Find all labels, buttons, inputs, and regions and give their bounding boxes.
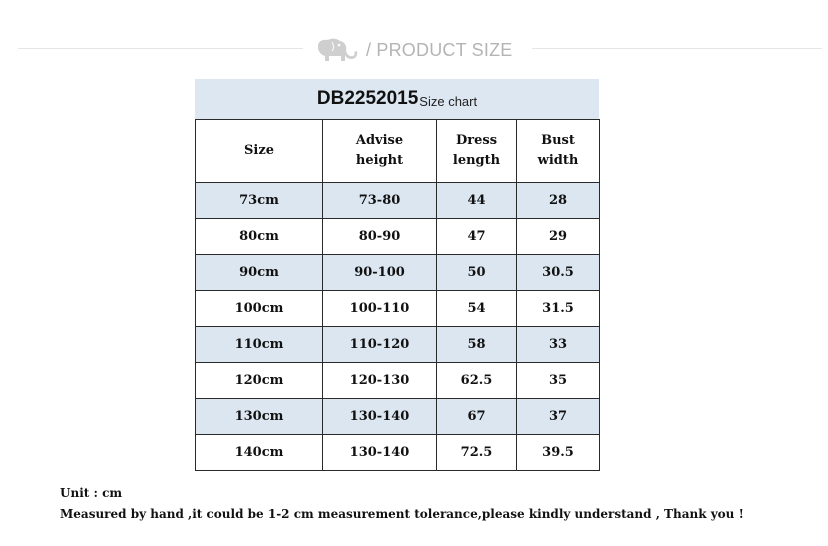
column-header-line: length (452, 153, 501, 168)
table-cell: 28 (517, 183, 600, 219)
table-row (196, 255, 600, 291)
column-header (437, 120, 517, 183)
table-cell: 130cm (196, 399, 323, 435)
table-cell: 73-80 (323, 183, 437, 219)
column-header-line: height (355, 153, 404, 168)
column-header (517, 120, 600, 183)
table-body (196, 183, 600, 471)
table-cell: 73cm (196, 183, 323, 219)
table-cell: 35 (517, 363, 600, 399)
table-cell: 80-90 (323, 219, 437, 255)
table-cell: 33 (517, 327, 600, 363)
size-chart-title-bar (195, 79, 599, 119)
column-header-line: Size (244, 143, 274, 158)
column-header-line: Bust (541, 133, 575, 148)
table-cell: 80cm (196, 219, 323, 255)
table-cell: 120-130 (323, 363, 437, 399)
table-cell: 140cm (196, 435, 323, 471)
column-header (323, 120, 437, 183)
table-row (196, 291, 600, 327)
table-cell: 110-120 (323, 327, 437, 363)
header-divider-left (18, 48, 303, 49)
column-header-line: width (537, 153, 579, 168)
column-header (196, 120, 323, 183)
table-cell: 110cm (196, 327, 323, 363)
table-cell: 67 (437, 399, 517, 435)
table-cell: 90-100 (323, 255, 437, 291)
table-cell: 90cm (196, 255, 323, 291)
column-header-line: Advise (355, 133, 404, 148)
section-header (0, 30, 828, 70)
header-label-group (312, 34, 512, 66)
table-cell: 30.5 (517, 255, 600, 291)
table-cell: 44 (437, 183, 517, 219)
table-row (196, 363, 600, 399)
size-chart (195, 79, 599, 471)
elephant-icon (312, 37, 362, 63)
table-cell: 62.5 (437, 363, 517, 399)
chart-subtitle: Size chart (419, 94, 478, 109)
unit-note: Unit : cm (60, 486, 123, 500)
table-row (196, 399, 600, 435)
column-header-line: Dress (455, 133, 498, 148)
table-cell: 100-110 (323, 291, 437, 327)
table-cell: 47 (437, 219, 517, 255)
table-cell: 130-140 (323, 399, 437, 435)
table-row (196, 327, 600, 363)
table-cell: 54 (437, 291, 517, 327)
size-table (195, 119, 600, 471)
table-cell: 39.5 (517, 435, 600, 471)
header-divider-right (532, 48, 822, 49)
table-cell: 50 (437, 255, 517, 291)
table-cell: 130-140 (323, 435, 437, 471)
table-cell: 31.5 (517, 291, 600, 327)
measurement-note: Measured by hand ,it could be 1-2 cm measurement tolerance,please kindly understand , Thank you ! (60, 507, 744, 521)
table-cell: 58 (437, 327, 517, 363)
table-row (196, 219, 600, 255)
table-row (196, 183, 600, 219)
table-cell: 100cm (196, 291, 323, 327)
table-cell: 120cm (196, 363, 323, 399)
header-title: / PRODUCT SIZE (366, 39, 513, 60)
table-cell: 29 (517, 219, 600, 255)
table-header-row (196, 120, 600, 183)
table-cell: 72.5 (437, 435, 517, 471)
product-code: DB2252015 (316, 88, 419, 109)
table-row (196, 435, 600, 471)
table-cell: 37 (517, 399, 600, 435)
